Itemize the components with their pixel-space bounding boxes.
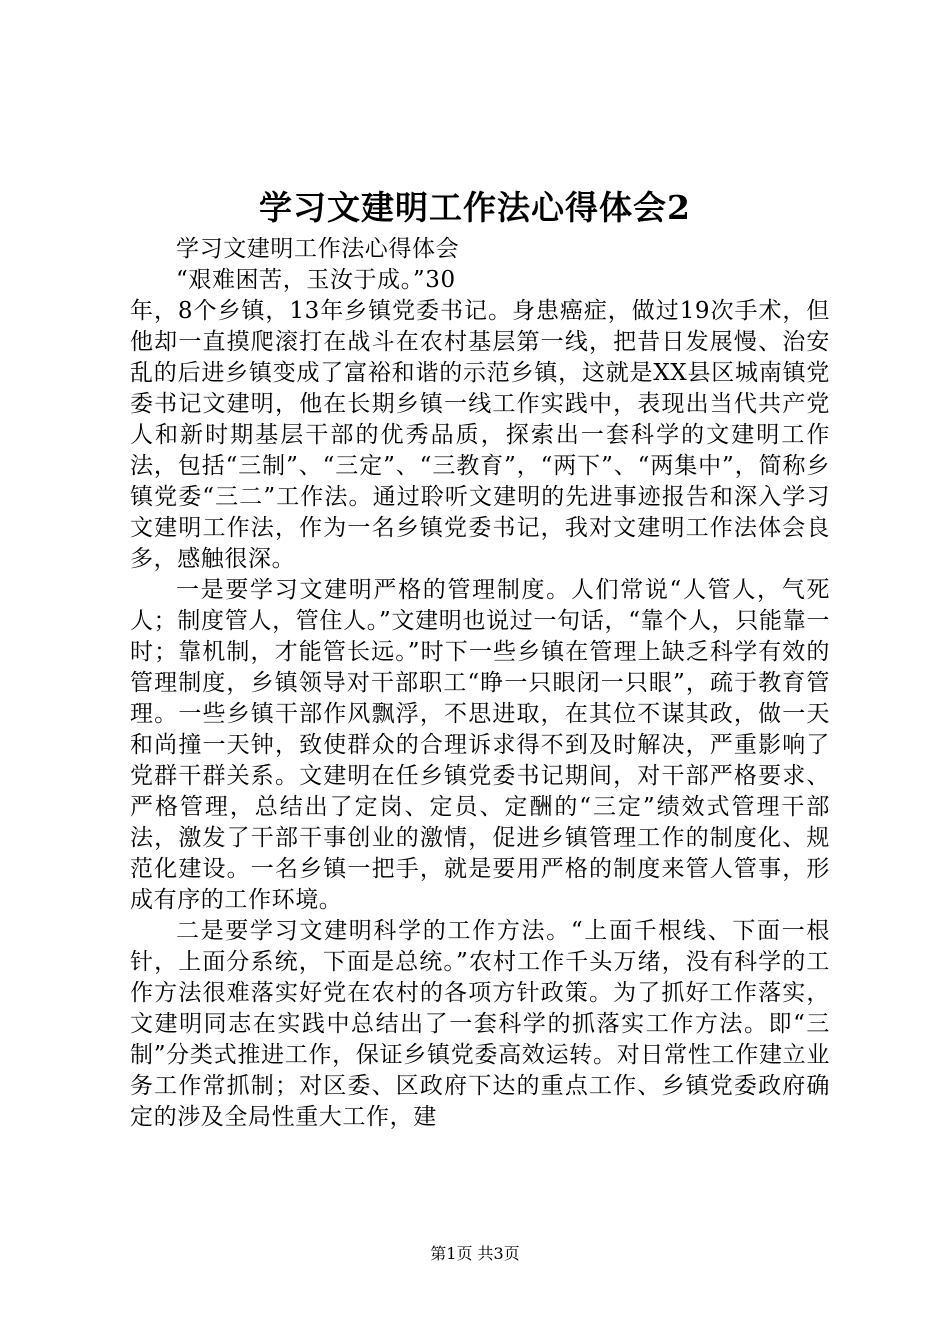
- paragraph-subtitle: 学习文建明工作法心得体会: [176, 236, 460, 262]
- paragraph-quote: “艰难困苦，玉汝于成。”30: [176, 267, 456, 293]
- page-footer: 第1页 共3页: [430, 1244, 520, 1263]
- document-body: [130, 234, 830, 1133]
- document-title: 学习文建明工作法心得体会2: [259, 188, 691, 227]
- paragraph-point-two: 二是要学习文建明科学的工作方法。“上面千根线、下面一根针，上面分系统，下面是总统。”农村工作千头万绪，没有科学的工作方法很难落实好党在农村的各项方针政策。为了抓好工作落实，文建明同志在实践中总结出了一套科学的抓落实工作方法。即“三制”分类式推进工作，保证乡镇党委高效运转。对日常性工作建立业务工作常抓制；对区委、区政府下达的重点工作、乡镇党委政府确定的涉及全局性重大工作，建: [130, 918, 830, 1130]
- paragraph-intro: 年，8个乡镇，13年乡镇党委书记。身患癌症，做过19次手术，但他却一直摸爬滚打在战斗在农村基层第一线，把昔日发展慢、治安乱的后进乡镇变成了富裕和谐的示范乡镇，这就是XX县区城南镇党委书记文建明，他在长期乡镇一线工作实践中，表现出当代共产党人和新时期基层干部的优秀品质，探索出一套科学的文建明工作法，包括“三制”、“三定”、“三教育”，“两下”、“两集中”，简称乡镇党委“三二”工作法。通过聆听文建明的先进事迹报告和深入学习文建明工作法，作为一名乡镇党委书记，我对文建明工作法体会良多，感触很深。: [130, 298, 830, 572]
- paragraph-point-one: 一是要学习文建明严格的管理制度。人们常说“人管人，气死人；制度管人，管住人。”文建明也说过一句话，“靠个人，只能靠一时；靠机制，才能管长远。”时下一些乡镇在管理上缺乏科学有效的管理制度，乡镇领导对干部职工“睁一只眼闭一只眼”，疏于教育管理。一些乡镇干部作风飘浮，不思进取，在其位不谋其政，做一天和尚撞一天钟，致使群众的合理诉求得不到及时解决，严重影响了党群干群关系。文建明在任乡镇党委书记期间，对干部严格要求、严格管理，总结出了定岗、定员、定酬的“三定”绩效式管理干部法，激发了干部干事创业的激情，促进乡镇管理工作的制度化、规范化建设。一名乡镇一把手，就是要用严格的制度来管人管事，形成有序的工作环境。: [130, 577, 830, 913]
